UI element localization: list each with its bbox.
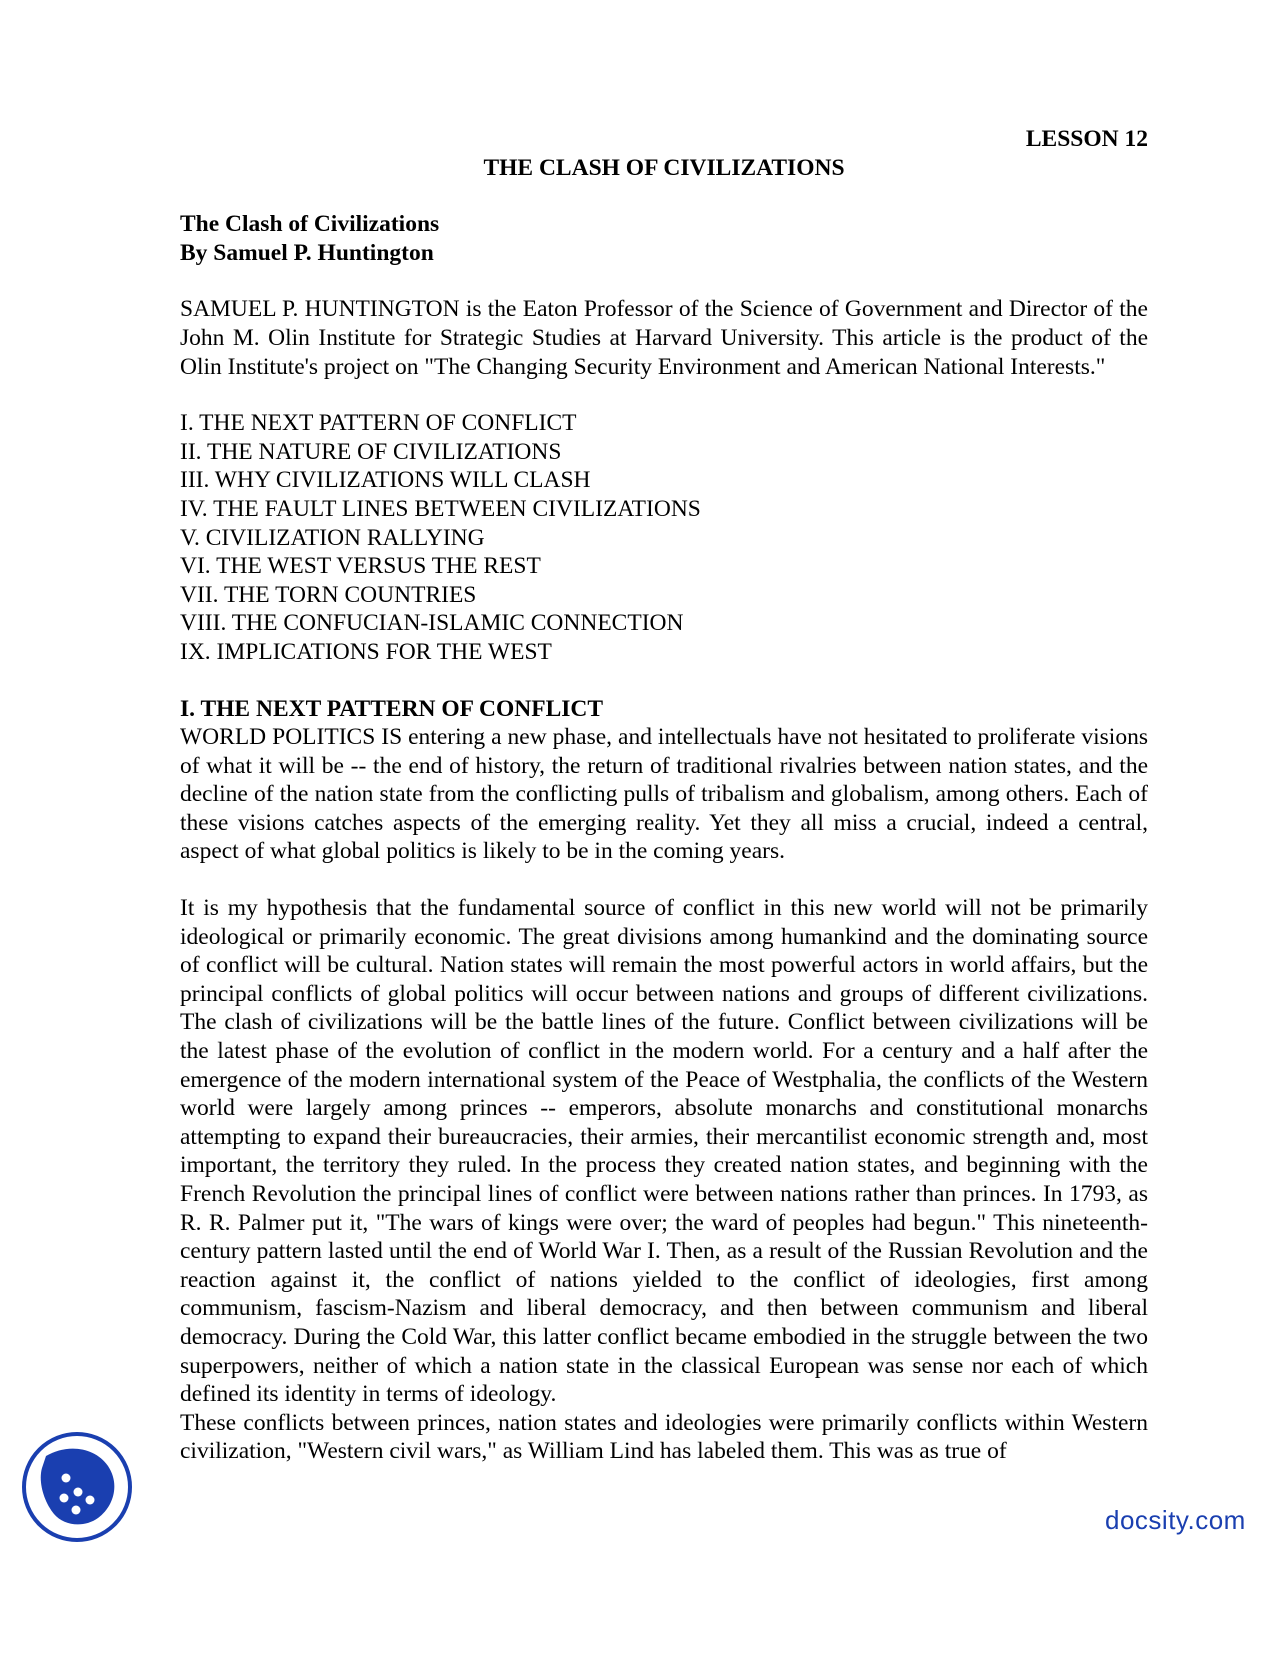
lesson-number: LESSON 12 <box>1025 126 1148 152</box>
body-paragraph: WORLD POLITICS IS entering a new phase, and intellectuals have not hesitated to proliferate visions of what it will be -- the end of history, the return of traditional rivalries between nation states, and the decline of the nation state from the conflicting pulls of tribalism and globalism, among others. Each of these visions catches aspects of the emerging reality. Yet they all miss a crucial, indeed a central, aspect of what global politics is likely to be in the coming years. <box>180 724 1148 865</box>
docsity-mascot-icon <box>26 1436 128 1538</box>
article-header <box>180 210 1148 267</box>
page-content <box>180 125 1148 1466</box>
toc-item: III. WHY CIVILIZATIONS WILL CLASH <box>180 467 591 494</box>
docsity-watermark[interactable]: docsity.com <box>1105 1505 1246 1535</box>
toc-item: VI. THE WEST VERSUS THE REST <box>180 553 541 580</box>
article-title: The Clash of Civilizations <box>180 211 440 238</box>
toc-item: IX. IMPLICATIONS FOR THE WEST <box>180 638 552 665</box>
page-title: THE CLASH OF CIVILIZATIONS <box>483 154 845 181</box>
docsity-logo-icon[interactable] <box>22 1432 132 1542</box>
toc-item: IV. THE FAULT LINES BETWEEN CIVILIZATIONS <box>180 495 701 522</box>
toc-item: I. THE NEXT PATTERN OF CONFLICT <box>180 410 577 437</box>
toc-item: VII. THE TORN COUNTRIES <box>180 581 477 608</box>
toc-item: II. THE NATURE OF CIVILIZATIONS <box>180 438 562 465</box>
toc-item: VIII. THE CONFUCIAN-ISLAMIC CONNECTION <box>180 610 684 637</box>
article-byline: By Samuel P. Huntington <box>180 239 434 266</box>
body-paragraph: These conflicts between princes, nation states and ideologies were primarily conflicts within Western civilization, "Western civil wars," as William Lind has labeled them. This was as true of <box>180 1409 1148 1465</box>
toc-item: V. CIVILIZATION RALLYING <box>180 524 485 551</box>
table-of-contents <box>180 409 1148 666</box>
author-bio: SAMUEL P. HUNTINGTON is the Eaton Professor of the Science of Government and Director of the John M. Olin Institute for Strategic Studies at Harvard University. This article is the product of the Olin Institute's project on "The Changing Security Environment and American National Interests." <box>180 296 1148 380</box>
section-heading: I. THE NEXT PATTERN OF CONFLICT <box>180 695 604 722</box>
body-paragraph: It is my hypothesis that the fundamental source of conflict in this new world will not be primarily ideological or primarily economic. The great divisions among humankind and the dominating source of conflict will be cultural. Nation states will remain the most powerful actors in world affairs, but the principal conflicts of global politics will occur between nations and groups of different civilizations. The clash of civilizations will be the battle lines of the future. Conflict between civilizations will be the latest phase of the evolution of conflict in the modern world. For a century and a half after the emergence of the modern international system of the Peace of Westphalia, the conflicts of the Western world were largely among princes -- emperors, absolute monarchs and constitutional monarchs attempting to expand their bureaucracies, their armies, their mercantilist economic strength and, most important, the territory they ruled. In the process they created nation states, and beginning with the French Revolution the principal lines of conflict were between nations rather than princes. In 1793, as R. R. Palmer put it, "The wars of kings were over; the ward of peoples had begun." This nineteenth-century pattern lasted until the end of World War I. Then, as a result of the Russian Revolution and the reaction against it, the conflict of nations yielded to the conflict of ideologies, first among communism, fascism-Nazism and liberal democracy, and then between communism and liberal democracy. During the Cold War, this latter conflict became embodied in the struggle between the two superpowers, neither of which a nation state in the classical European was sense nor each of which defined its identity in terms of ideology. <box>180 895 1148 1408</box>
